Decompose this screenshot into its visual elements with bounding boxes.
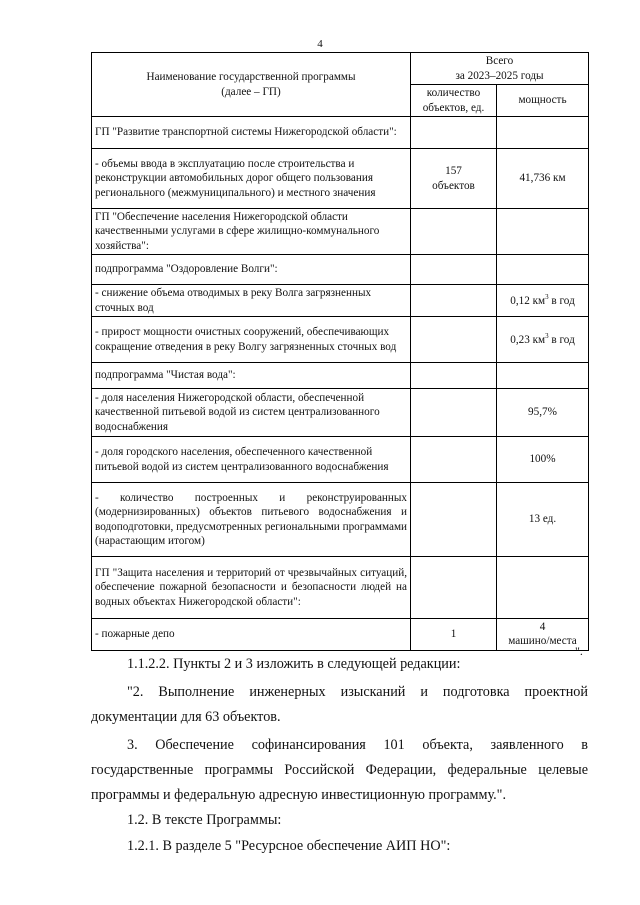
- power-cell: 0,23 $км^3$ в год: [497, 317, 589, 363]
- power-cell: 4 машино/места: [497, 619, 589, 651]
- table-row: [92, 557, 589, 619]
- header-power: мощность: [497, 85, 589, 117]
- subprogram-title: подпрограмма "Оздоровление Волги":: [92, 255, 411, 285]
- table-row: [92, 363, 589, 389]
- paragraph: 1.2.1. В разделе 5 "Ресурсное обеспечение АИП НО":: [127, 838, 451, 854]
- table-header-row: [92, 53, 589, 85]
- indicator-name: - снижение объема отводимых в реку Волга загрязненных сточных вод: [92, 285, 411, 317]
- program-title: ГП "Обеспечение населения Нижегородской области качественными услугами в сфере жилищно-коммунального хозяйства":: [92, 209, 411, 255]
- subprogram-title: подпрограмма "Чистая вода":: [92, 363, 411, 389]
- table-row: [92, 285, 589, 317]
- indicator-name: - прирост мощности очистных сооружений, обеспечивающих сокращение отведения в реку Волгу загрязненных сточных вод: [92, 317, 411, 363]
- header-program-name: Наименование государственной программы (далее – ГП): [92, 53, 411, 117]
- indicator-name: - объемы ввода в эксплуатацию после строительства и реконструкции автомобильных дорог общего пользования регионального (межмуниципального) и местного значения: [92, 149, 411, 209]
- paragraph: "2. Выполнение инженерных изысканий и подготовка проектной документации для 63 объектов.: [91, 684, 588, 725]
- header-total: Всего за 2023–2025 годы: [411, 53, 589, 85]
- power-cell: 95,7%: [497, 389, 589, 437]
- table-row: [92, 209, 589, 255]
- count-cell: 1: [411, 619, 497, 651]
- table-row: [92, 255, 589, 285]
- table-row: [92, 149, 589, 209]
- power-cell: 0,12 $км^3$ в год: [497, 285, 589, 317]
- table-row: [92, 389, 589, 437]
- table-row: [92, 619, 589, 651]
- indicator-name: - доля городского населения, обеспеченного качественной питьевой водой из систем централизованного водоснабжения: [92, 437, 411, 483]
- program-title: ГП "Защита населения и территорий от чрезвычайных ситуаций, обеспечение пожарной безопасности и безопасности людей на водных объектах Нижегородской области":: [92, 557, 411, 619]
- paragraph: 1.1.2.2. Пункты 2 и 3 изложить в следующей редакции:: [127, 656, 461, 672]
- paragraph: 1.2. В тексте Программы:: [127, 812, 282, 828]
- indicator-name: - количество построенных и реконструированных (модернизированных) объектов питьевого водоснабжения и водоподготовки, предусмотренных региональными программами (нарастающим итогом): [92, 483, 411, 557]
- paragraph: 3. Обеспечение софинансирования 101 объекта, заявленного в государственные программы Российской Федерации, федеральные целевые программы и федеральную адресную инвестиционную программу.".: [91, 737, 588, 803]
- header-count: количество объектов, ед.: [411, 85, 497, 117]
- closing-quote: ".: [575, 644, 583, 658]
- table-row: [92, 437, 589, 483]
- page-number: 4: [317, 38, 323, 50]
- table-row: [92, 317, 589, 363]
- count-cell: 157 объектов: [411, 149, 497, 209]
- power-cell: 13 ед.: [497, 483, 589, 557]
- power-cell: 100%: [497, 437, 589, 483]
- indicator-name: - пожарные депо: [92, 619, 411, 651]
- table-row: [92, 483, 589, 557]
- programs-table: [91, 52, 589, 651]
- table-row: [92, 117, 589, 149]
- program-title: ГП "Развитие транспортной системы Нижегородской области":: [92, 117, 411, 149]
- power-cell: 41,736 км: [497, 149, 589, 209]
- indicator-name: - доля населения Нижегородской области, обеспеченной качественной питьевой водой из систем централизованного водоснабжения: [92, 389, 411, 437]
